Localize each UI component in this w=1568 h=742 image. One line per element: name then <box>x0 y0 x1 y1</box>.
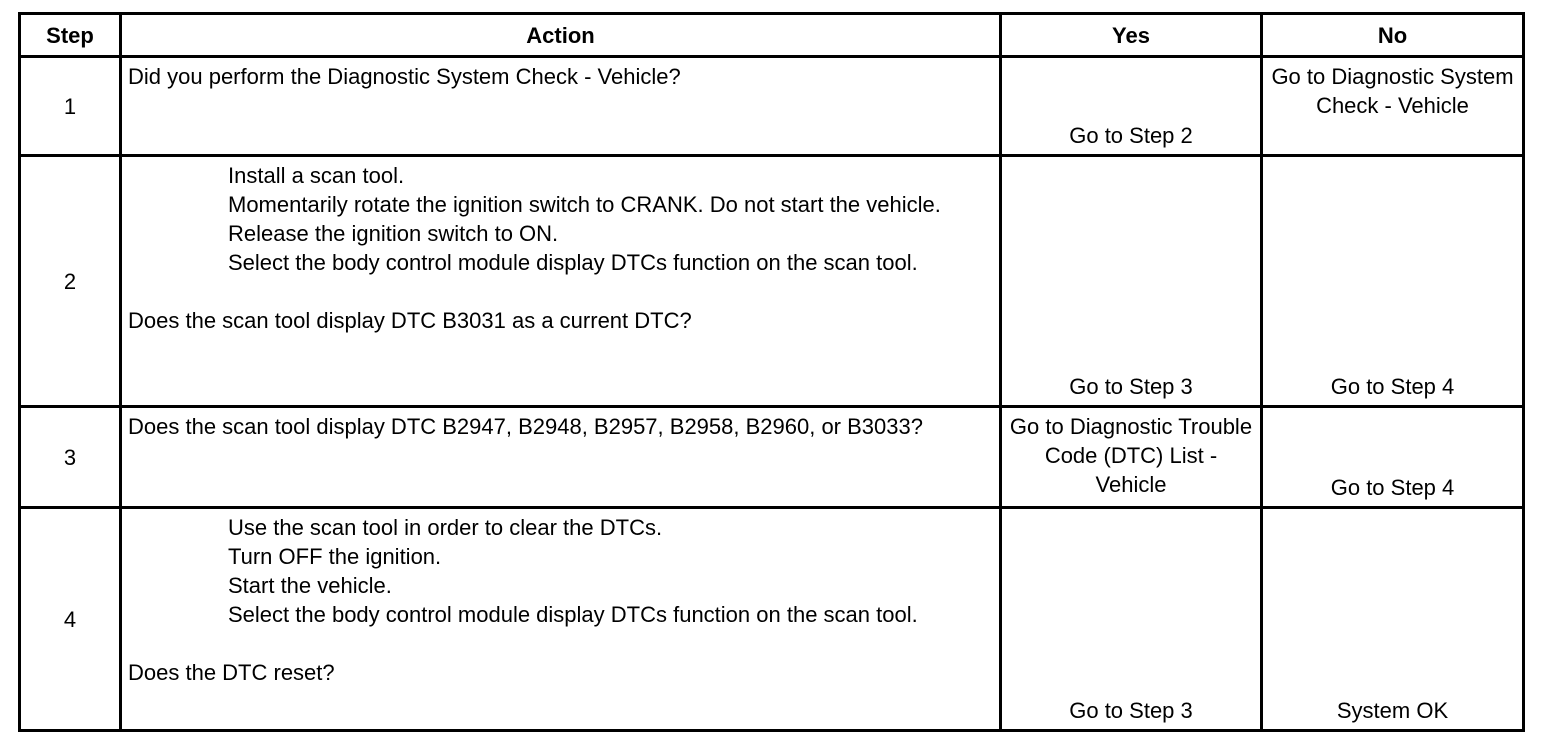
step-number: 3 <box>20 407 121 508</box>
header-step: Step <box>20 14 121 57</box>
header-no: No <box>1262 14 1524 57</box>
header-row <box>20 14 1524 57</box>
action-step-item: Momentarily rotate the ignition switch to CRANK. Do not start the vehicle. <box>228 192 941 217</box>
step-number: 2 <box>20 156 121 407</box>
diagnostic-table <box>18 12 1525 732</box>
no-result: Go to Step 4 <box>1262 407 1524 508</box>
action-cell <box>121 407 1001 508</box>
yes-result: Go to Step 3 <box>1001 508 1262 731</box>
action-question: Does the DTC reset? <box>128 660 335 685</box>
no-result: Go to Diagnostic System Check - Vehicle <box>1262 57 1524 156</box>
action-step-item: Install a scan tool. <box>228 163 405 188</box>
table-row <box>20 407 1524 508</box>
action-step-item: Start the vehicle. <box>228 573 392 598</box>
action-steps <box>128 161 993 277</box>
action-step-item: Select the body control module display DTCs function on the scan tool. <box>228 602 918 627</box>
action-step-item: Turn OFF the ignition. <box>228 544 442 569</box>
action-steps <box>128 513 993 629</box>
action-cell <box>121 508 1001 731</box>
step-number: 1 <box>20 57 121 156</box>
header-action: Action <box>121 14 1001 57</box>
table-row <box>20 57 1524 156</box>
action-question: Did you perform the Diagnostic System Check - Vehicle? <box>128 64 681 89</box>
action-question: Does the scan tool display DTC B3031 as a current DTC? <box>128 308 692 333</box>
action-cell <box>121 156 1001 407</box>
action-step-item: Use the scan tool in order to clear the DTCs. <box>228 515 663 540</box>
header-yes: Yes <box>1001 14 1262 57</box>
no-result: System OK <box>1262 508 1524 731</box>
action-cell <box>121 57 1001 156</box>
action-step-item: Select the body control module display DTCs function on the scan tool. <box>228 250 918 275</box>
yes-result: Go to Diagnostic Trouble Code (DTC) List - Vehicle <box>1001 407 1262 508</box>
no-result: Go to Step 4 <box>1262 156 1524 407</box>
yes-result: Go to Step 3 <box>1001 156 1262 407</box>
table-row <box>20 508 1524 731</box>
step-number: 4 <box>20 508 121 731</box>
action-question: Does the scan tool display DTC B2947, B2948, B2957, B2958, B2960, or B3033? <box>128 414 923 439</box>
action-step-item: Release the ignition switch to ON. <box>228 221 559 246</box>
yes-result: Go to Step 2 <box>1001 57 1262 156</box>
table-row <box>20 156 1524 407</box>
